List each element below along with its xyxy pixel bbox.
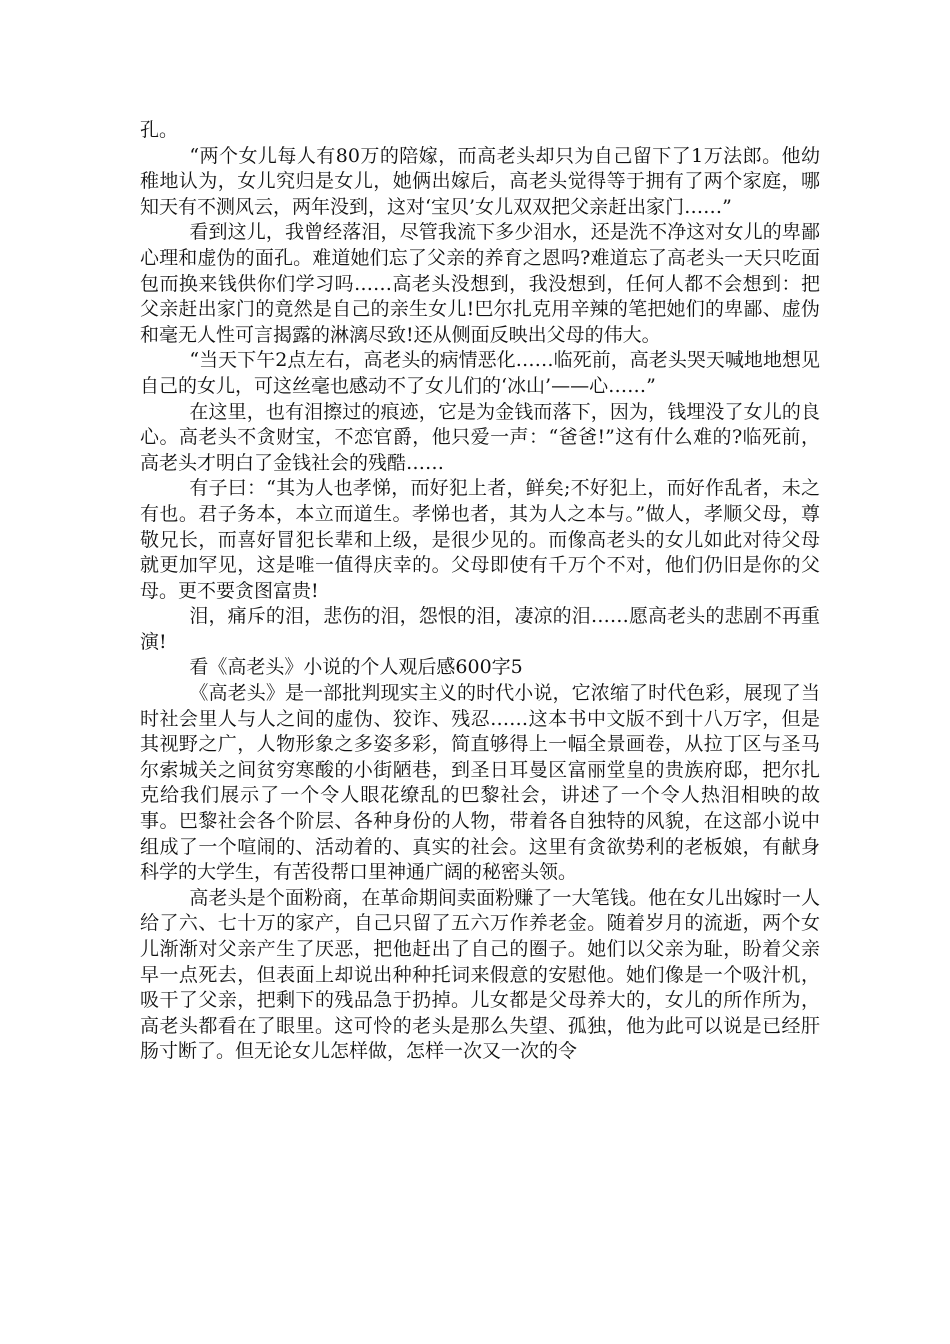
paragraph-novel-intro: 《高老头》是一部批判现实主义的时代小说，它浓缩了时代色彩，展现了当时社会里人与人之间的虚伪、狡诈、残忍……这本书中文版不到十八万字，但是其视野之广，人物形象之多姿多彩，简直够得上一幅全景画卷，从拉丁区与圣马尔索城关之间贫穷寒酸的小街陋巷，到圣日耳曼区富丽堂皇的贵族府邸，把尔扎克给我们展示了一个令人眼花缭乱的巴黎社会，讲述了一个令人热泪相映的故事。巴黎社会各个阶层、各种身份的人物，带着各自独特的风貌，在这部小说中组成了一个喧闹的、活动着的、真实的社会。这里有贪欲势利的老板娘，有献身科学的大学生，有苦役帮口里神通广阔的秘密头领。 (140, 682, 820, 884)
document-body (140, 118, 820, 1065)
paragraph-youzi: 有子曰：“其为人也孝悌，而好犯上者，鲜矣;不好犯上，而好作乱者，未之有也。君子务本，本立而道生。孝悌也者，其为人之本与。”做人，孝顺父母，尊敬兄长，而喜好冒犯长辈和上级，是很少见的。而像高老头的女儿如此对待父母就更加罕见，这是唯一值得庆幸的。父母即使有千万个不对，他们仍旧是你的父母。更不要贪图富贵! (140, 477, 820, 602)
paragraph-quote-deathbed: “当天下午2点左右，高老头的病情恶化……临死前，高老头哭天喊地地想见自己的女儿，可这丝毫也感动不了女儿们的‘冰山’——心……” (140, 349, 820, 397)
paragraph-tears: 看到这儿，我曾经落泪，尽管我流下多少泪水，还是洗不净这对女儿的卑鄙心理和虚伪的面孔。难道她们忘了父亲的养育之恩吗?难道忘了高老头一天只吃面包而换来钱供你们学习吗……高老头没想到，我没想到，任何人都不会想到：把父亲赶出家门的竟然是自己的亲生女儿!巴尔扎克用辛辣的笔把她们的卑鄙、虚伪和毫无人性可言揭露的淋漓尽致!还从侧面反映出父母的伟大。 (140, 221, 820, 346)
section-heading: 看《高老头》小说的个人观后感600字5 (189, 656, 523, 679)
paragraph-flour-merchant: 高老头是个面粉商，在革命期间卖面粉赚了一大笔钱。他在女儿出嫁时一人给了六、七十万的家产，自己只留了五六万作养老金。随着岁月的流逝，两个女儿渐渐对父亲产生了厌恶，把他赶出了自己的圈子。她们以父亲为耻，盼着父亲早一点死去，但表面上却说出种种托词来假意的安慰他。她们像是一个吸汁机，吸干了父亲，把剩下的残品急于扔掉。儿女都是父母养大的，女儿的所作所为，高老头都看在了眼里。这可怜的老头是那么失望、孤独，他为此可以说是已经肝肠寸断了。但无论女儿怎样做，怎样一次又一次的令 (140, 886, 820, 1063)
paragraph-tears-summary: 泪，痛斥的泪，悲伤的泪，怨恨的泪，凄凉的泪……愿高老头的悲剧不再重演! (140, 605, 820, 653)
paragraph-continuation: 孔。 (140, 119, 179, 141)
paragraph-money: 在这里，也有泪擦过的痕迹，它是为金钱而落下，因为，钱埋没了女儿的良心。高老头不贪财宝，不恋官爵，他只爱一声：“爸爸!”这有什么难的?临死前，高老头才明白了金钱社会的残酷…… (140, 400, 820, 474)
paragraph-quote-dowry: “两个女儿每人有80万的陪嫁，而高老头却只为自己留下了1万法郎。他幼稚地认为，女儿究归是女儿，她俩出嫁后，高老头觉得等于拥有了两个家庭，哪知天有不测风云，两年没到，这对‘宝贝’女儿双双把父亲赶出家门……” (140, 144, 820, 218)
